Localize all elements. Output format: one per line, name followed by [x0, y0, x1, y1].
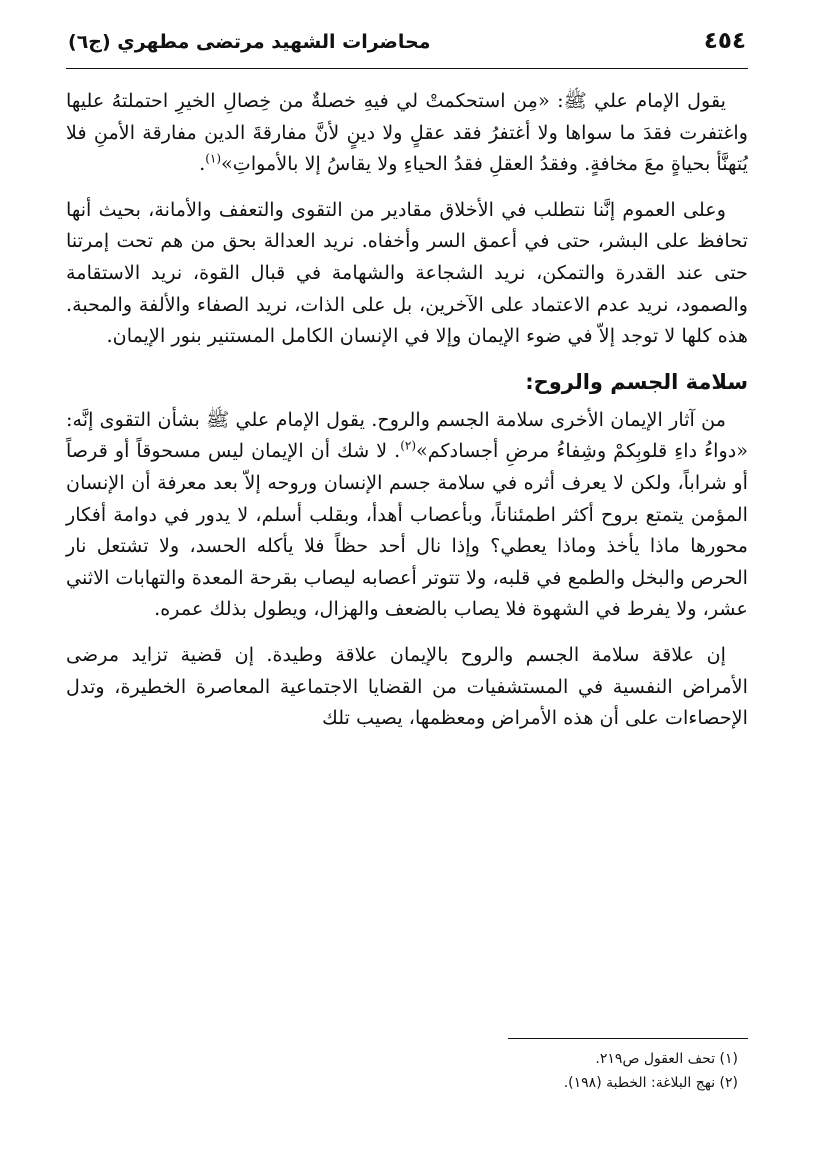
footnote-1: (١) تحف العقول ص٢١٩. [595, 1051, 738, 1067]
page-header [66, 28, 748, 69]
running-title: محاضرات الشهيد مرتضى مطهري (ج٦) [68, 31, 431, 53]
paragraph-1 [66, 85, 748, 180]
book-page [66, 28, 748, 1128]
footnotes [66, 1038, 748, 1095]
footnote-ref-1: (١) [205, 151, 222, 166]
section-heading: سلامة الجسم والروح: [525, 369, 748, 394]
paragraph-3-text-start: من آثار الإيمان الأخرى سلامة الجسم والروح. يقول الإمام علي ﷺ بشأن التقوى إنَّه: «دواءُ داءِ قلوبِكمْ وشِفاءُ مرضِ أجسادكم» [66, 407, 749, 463]
page-body [66, 85, 748, 734]
paragraph-1-text: يقول الإمام علي ﷺ: «مِن استحكمتْ لي فيهِ خصلةٌ من خِصالِ الخيرِ احتملتهُ عليها واغتفرت فقدَ ما سواها ولا أغتفرُ فقد عقلٍ ولا دينٍ لأنَّ مفارقةَ الدين مفارقة الأمنِ فلا يُتهنَّأ بحياةٍ معَ مخافةٍ. وفقدُ العقلِ فقدُ الحياءِ ولا يقاسُ إلا بالأمواتِ» [66, 89, 748, 176]
paragraph-3-text-end: . لا شك أن الإيمان ليس مسحوقاً أو قرصاً أو شراباً، ولكن لا يعرف أثره في سلامة جسم الإنسان وروحه إلاّ بعد معرفة أن الإنسان المؤمن يتمتع بروح أكثر اطمئناناً، وبأعصاب أهدأ، وبقلب أسلم، لا يدور في دوامة أفكار محورها ماذا يأخذ وماذا يعطي؟ وإذا نال أحد حظاً فلا يأكله الحسد، ولا تشتعل نار الحرص والبخل والطمع في قلبه، ولا تتوتر أعصابه ليصاب بقرحة المعدة والتهابات الاثني عشر، ولا يفرط في الشهوة فلا يصاب بالضعف والهزال، ويطول بذلك عمره. [66, 439, 748, 621]
paragraph-2: وعلى العموم إنَّنا نتطلب في الأخلاق مقادير من التقوى والتعفف والأمانة، بحيث أنها تحافظ على البشر، حتى في أعمق السر وأخفاه. نريد العدالة بحق من هم تحت إمرتنا حتى عند القدرة والتمكن، نريد الشجاعة والشهامة في قبال القوة، نريد الاستقامة والصمود، نريد عدم الاعتماد على الآخرين، بل على الذات، نريد الصفاء والألفة والمحبة. هذه كلها لا توجد إلاّ في ضوء الإيمان وإلا في الإنسان الكامل المستنير بنور الإيمان. [66, 197, 748, 348]
page-number: ٤٥٤ [703, 28, 746, 54]
footnote-2: (٢) نهج البلاغة: الخطبة (١٩٨). [563, 1075, 738, 1091]
footnote-divider [508, 1038, 748, 1039]
paragraph-1-end: . [199, 152, 206, 176]
paragraph-4: إن علاقة سلامة الجسم والروح بالإيمان علاقة وطيدة. إن قضية تزايد مرضى الأمراض النفسية في المستشفيات من القضايا الاجتماعية المعاصرة الخطيرة، وتدل الإحصاءات على أن هذه الأمراض ومعظمها، يصيب تلك [66, 642, 748, 730]
footnote-ref-2: (٢) [400, 438, 417, 453]
paragraph-3 [66, 404, 748, 625]
